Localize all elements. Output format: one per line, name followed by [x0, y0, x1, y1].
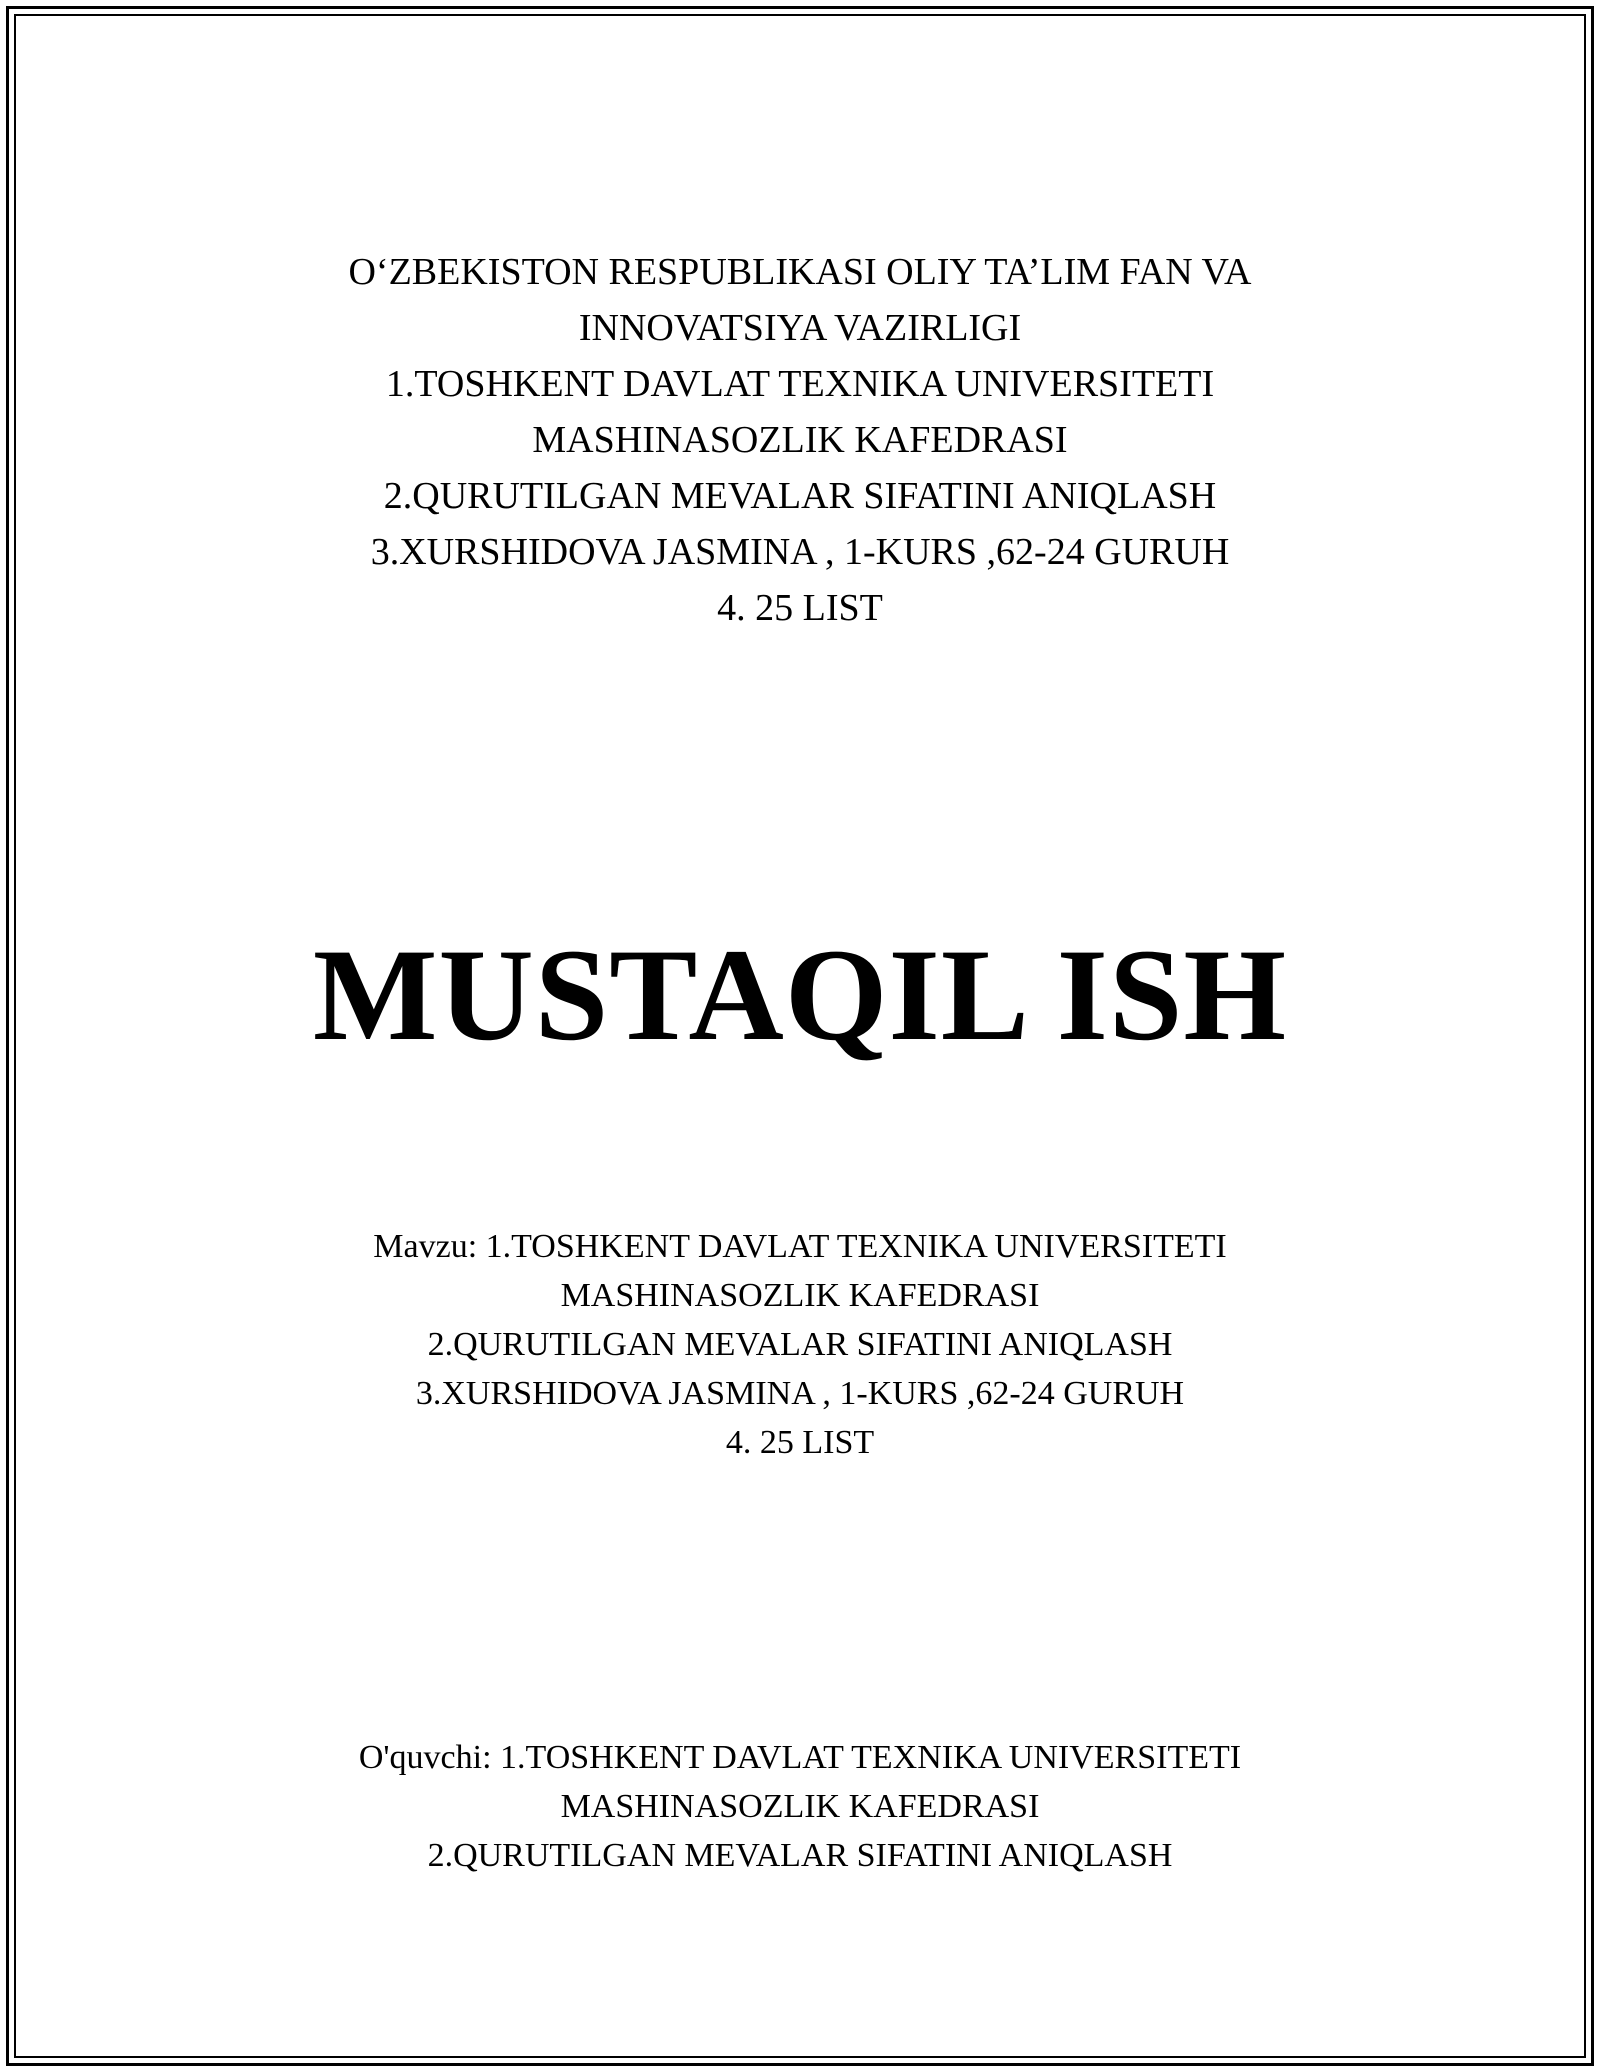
header-line: 4. 25 LIST: [717, 587, 883, 629]
topic-section: [0, 1222, 1600, 1467]
document-title: [0, 920, 1600, 1070]
header-line: 3.XURSHIDOVA JASMINA , 1-KURS ,62-24 GURUH: [370, 531, 1230, 573]
header-line: 1.TOSHKENT DAVLAT TEXNIKA UNIVERSITETI: [385, 363, 1215, 405]
ministry-header: [0, 244, 1600, 636]
student-line: MASHINASOZLIK KAFEDRASI: [560, 1788, 1040, 1825]
student-line: O'quvchi: 1.TOSHKENT DAVLAT TEXNIKA UNIVERSITETI: [358, 1739, 1242, 1776]
topic-line: MASHINASOZLIK KAFEDRASI: [560, 1277, 1040, 1314]
topic-line: 3.XURSHIDOVA JASMINA , 1-KURS ,62-24 GURUH: [415, 1375, 1185, 1412]
header-line: MASHINASOZLIK KAFEDRASI: [532, 419, 1068, 461]
topic-line: Mavzu: 1.TOSHKENT DAVLAT TEXNIKA UNIVERSITETI: [373, 1228, 1227, 1265]
header-line: O‘ZBEKISTON RESPUBLIKASI OLIY TA’LIM FAN VA: [348, 251, 1252, 293]
header-line: 2.QURUTILGAN MEVALAR SIFATINI ANIQLASH: [383, 475, 1217, 517]
student-section: [0, 1733, 1600, 1880]
topic-line: 2.QURUTILGAN MEVALAR SIFATINI ANIQLASH: [427, 1326, 1173, 1363]
topic-line: 4. 25 LIST: [725, 1424, 875, 1461]
header-line: INNOVATSIYA VAZIRLIGI: [578, 307, 1022, 349]
student-line: 2.QURUTILGAN MEVALAR SIFATINI ANIQLASH: [427, 1837, 1173, 1874]
title-text: MUSTAQIL ISH: [312, 921, 1288, 1068]
